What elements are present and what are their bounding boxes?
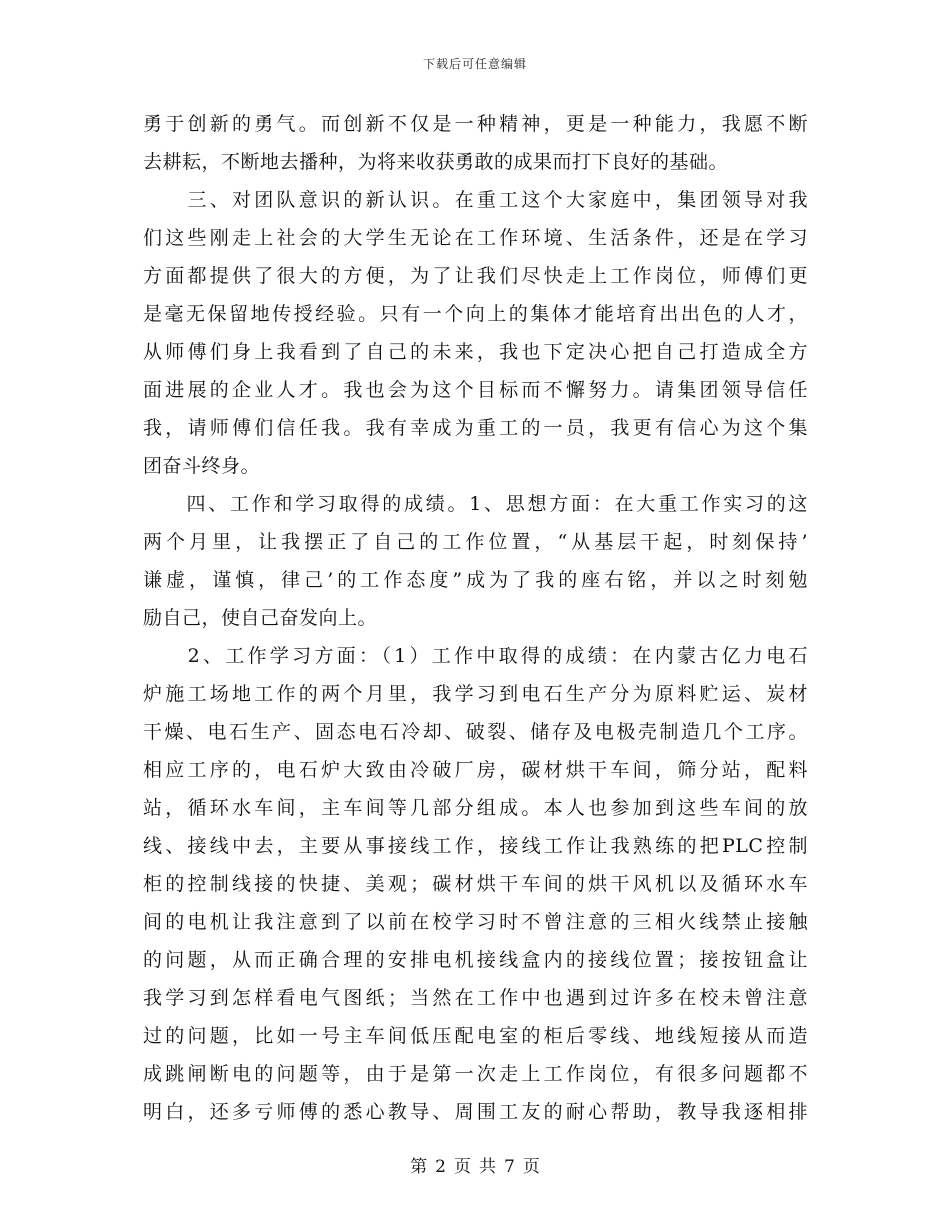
footer-label-ye: 页	[454, 1157, 471, 1177]
text-line: 谦虚，谨慎，律己’的工作态度”成为了我的座右铭，并以之时刻勉	[143, 569, 808, 591]
text-line: 四、工作和学习取得的成绩。1、思想方面：在大重工作实习的这	[143, 493, 808, 515]
text-line: 是毫无保留地传授经验。只有一个向上的集体才能培育出出色的人才，	[143, 303, 808, 325]
text-line: 间的电机让我注意到了以前在校学习时不曾注意的三相火线禁止接触	[143, 911, 808, 933]
text-line: 面进展的企业人才。我也会为这个目标而不懈努力。请集团领导信任	[143, 379, 808, 401]
text-line: 励自己，使自己奋发向上。	[143, 607, 378, 629]
text-line: 过的问题，比如一号主车间低压配电室的柜后零线、地线短接从而造	[143, 1025, 808, 1047]
text-line: 的问题，从而正确合理的安排电机接线盒内的接线位置；接按钮盒让	[143, 949, 808, 971]
text-line: 去耕耘，不断地去播种，为将来收获勇敢的成果而打下良好的基础。	[143, 151, 729, 173]
footer-label-di: 第	[410, 1157, 428, 1177]
text-line: 们这些刚走上社会的大学生无论在工作环境、生活条件，还是在学习	[143, 227, 808, 249]
text-line: 成跳闸断电的问题等，由于是第一次走上工作岗位，有很多问题都不	[143, 1063, 808, 1085]
text-line: 线、接线中去，主要从事接线工作，接线工作让我熟练的把PLC控制	[143, 835, 808, 857]
text-line: 炉施工场地工作的两个月里，我学习到电石生产分为原料贮运、炭材	[143, 683, 808, 705]
text-line: 站，循环水车间，主车间等几部分组成。本人也参加到这些车间的放	[143, 797, 808, 819]
page-footer	[0, 1152, 950, 1177]
text-line: 团奋斗终身。	[143, 455, 261, 477]
text-line: 三、对团队意识的新认识。在重工这个大家庭中，集团领导对我	[143, 189, 808, 211]
text-line: 两个月里，让我摆正了自己的工作位置，“从基层干起，时刻保持’	[143, 531, 808, 553]
text-line: 方面都提供了很大的方便，为了让我们尽快走上工作岗位，师傅们更	[143, 265, 808, 287]
text-line: 我，请师傅们信任我。我有幸成为重工的一员，我更有信心为这个集	[143, 417, 808, 439]
document-body	[143, 105, 808, 1131]
text-line: 柜的控制线接的快捷、美观；碳材烘干车间的烘干风机以及循环水车	[143, 873, 808, 895]
footer-label-ye2: 页	[522, 1157, 540, 1177]
text-line: 我学习到怎样看电气图纸；当然在工作中也遇到过许多在校未曾注意	[143, 987, 808, 1009]
page-header: 下载后可任意编辑	[422, 57, 527, 71]
total-pages: 7	[504, 1157, 515, 1177]
footer-label-gong: 共	[479, 1157, 496, 1177]
text-line: 2、工作学习方面：（1）工作中取得的成绩：在内蒙古亿力电石	[143, 645, 808, 667]
text-line: 勇于创新的勇气。而创新不仅是一种精神，更是一种能力，我愿不断	[143, 113, 808, 135]
text-line: 从师傅们身上我看到了自己的未来，我也下定决心把自己打造成全方	[143, 341, 808, 363]
text-line: 相应工序的，电石炉大致由冷破厂房，碳材烘干车间，筛分站，配料	[143, 759, 808, 781]
text-line: 明白，还多亏师傅的悉心教导、周围工友的耐心帮助，教导我逐相排	[143, 1101, 808, 1123]
text-line: 干燥、电石生产、固态电石冷却、破裂、储存及电极壳制造几个工序。	[143, 721, 808, 743]
page-number: 2	[435, 1157, 446, 1177]
